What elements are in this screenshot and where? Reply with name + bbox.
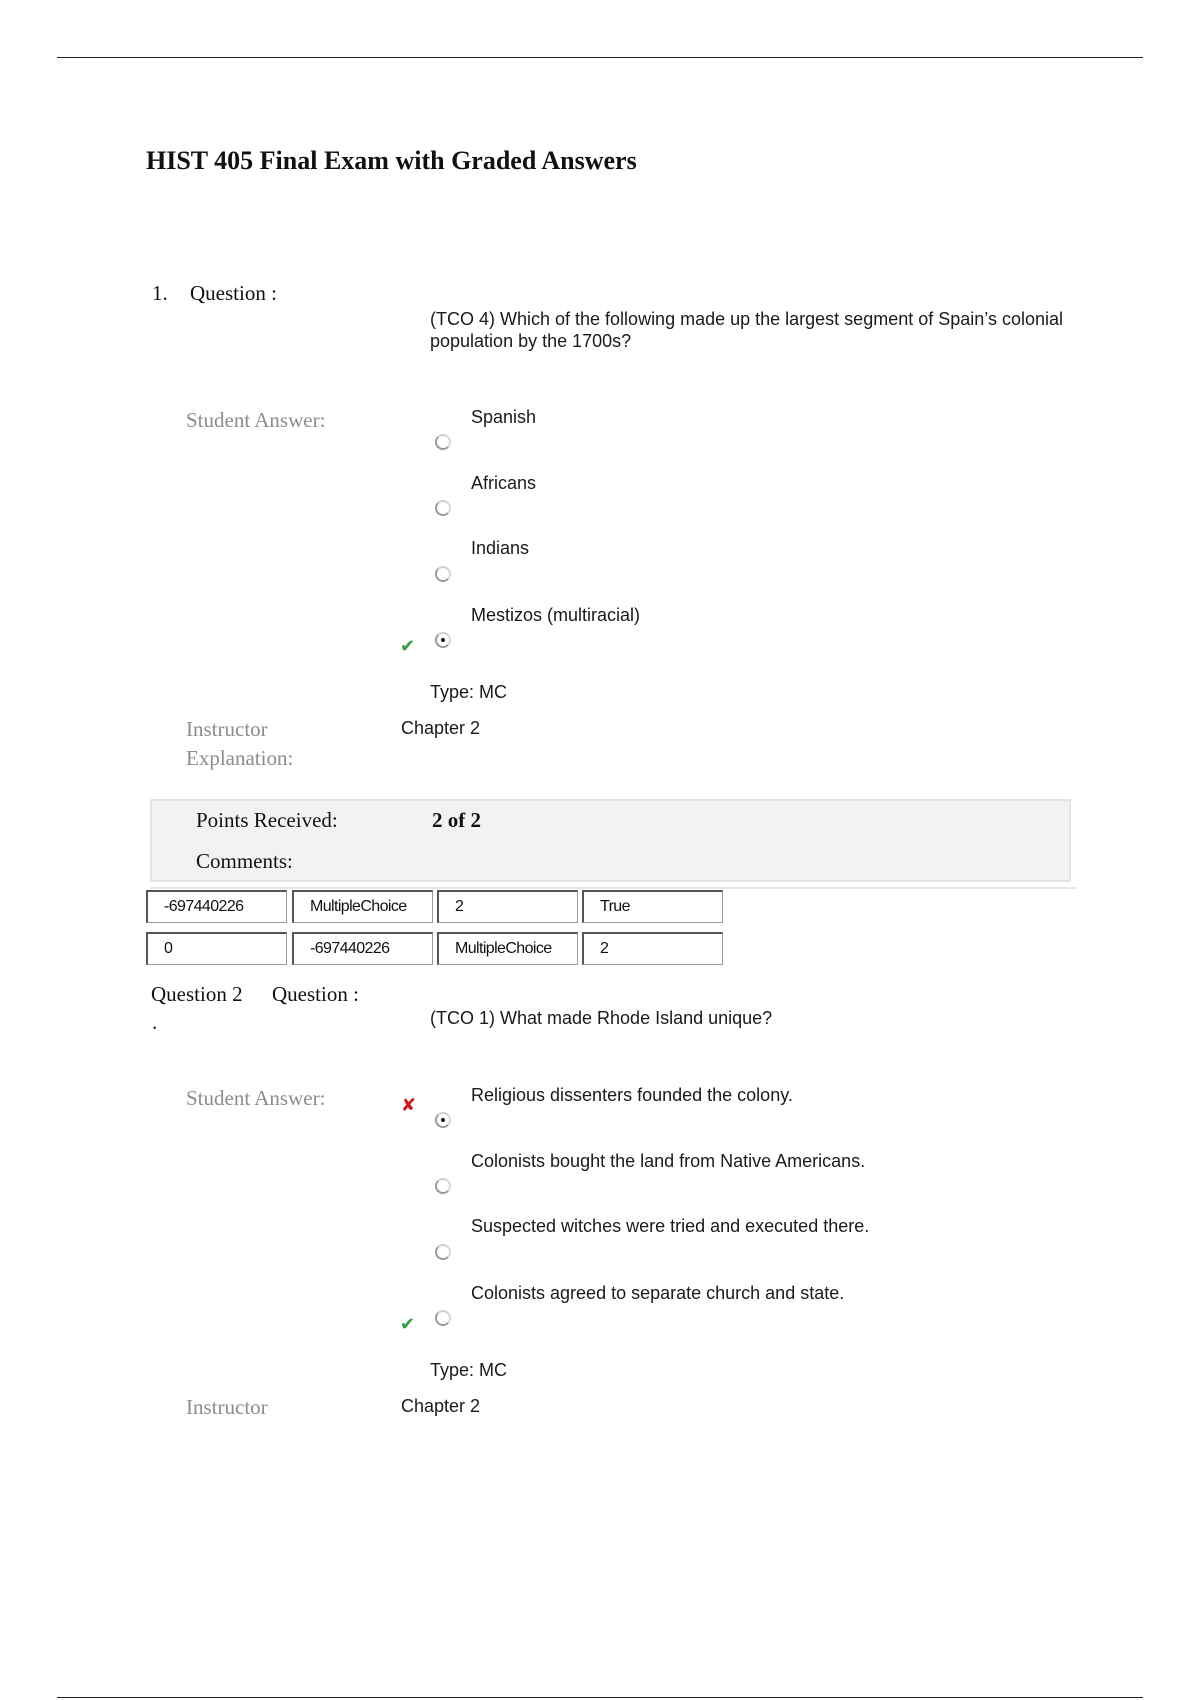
q1-option-3-radio[interactable]	[435, 566, 451, 582]
check-icon: ✔	[400, 1314, 416, 1335]
question-1-instructor-label	[186, 715, 293, 773]
table-cell: MultipleChoice	[437, 932, 578, 965]
question-1-number: 1.	[152, 281, 168, 305]
q2-option-2-label: Colonists bought the land from Native Americans.	[471, 1151, 866, 1171]
question-1-type: Type: MC	[430, 682, 508, 702]
q2-option-1-radio[interactable]	[435, 1112, 451, 1128]
document-title: HIST 405 Final Exam with Graded Answers	[146, 146, 637, 175]
question-2-type: Type: MC	[430, 1360, 508, 1380]
q2-option-2-radio[interactable]	[435, 1178, 451, 1194]
q1-option-3-label: Indians	[471, 538, 530, 558]
q2-option-3-label: Suspected witches were tried and executed there.	[471, 1216, 870, 1236]
q1-option-1-radio[interactable]	[435, 434, 451, 450]
q2-option-1-label: Religious dissenters founded the colony.	[471, 1085, 793, 1105]
question-2-text: (TCO 1) What made Rhode Island unique?	[430, 1008, 773, 1028]
question-1-student-answer-label: Student Answer:	[186, 408, 326, 432]
q1-option-2-label: Africans	[471, 473, 537, 493]
q1-option-2-radio[interactable]	[435, 500, 451, 516]
question-1-text: (TCO 4) Which of the following made up the largest segment of Spain’s colonial population by the 1700s?	[430, 309, 1063, 351]
q2-option-4-label: Colonists agreed to separate church and state.	[471, 1283, 845, 1303]
instructor-label-line-1: Instructor	[186, 717, 268, 741]
instructor-label-line-2: Explanation:	[186, 746, 294, 770]
question-2-student-answer-label: Student Answer:	[186, 1086, 326, 1110]
question-2-number: Question 2	[151, 982, 243, 1006]
comments-label: Comments:	[196, 849, 293, 873]
question-2-label: Question :	[272, 982, 359, 1006]
q1-option-1-label: Spanish	[471, 407, 537, 427]
table-cell: 2	[582, 932, 723, 965]
points-received-label: Points Received:	[196, 808, 338, 832]
question-2-number-suffix: .	[152, 1010, 158, 1034]
points-received-value: 2 of 2	[432, 808, 481, 832]
question-1-explanation: Chapter 2	[401, 718, 481, 738]
check-icon: ✔	[400, 636, 416, 657]
q2-option-3-radio[interactable]	[435, 1244, 451, 1260]
table-cell: -697440226	[292, 932, 433, 965]
points-box-underline	[150, 887, 1076, 889]
top-rule	[57, 57, 1143, 58]
q1-option-4-radio[interactable]	[435, 632, 451, 648]
q1-option-4-label: Mestizos (multiracial)	[471, 605, 641, 625]
q2-option-4-radio[interactable]	[435, 1310, 451, 1326]
bottom-rule	[57, 1697, 1143, 1698]
table-cell: 2	[437, 890, 578, 923]
question-2-explanation: Chapter 2	[401, 1396, 481, 1416]
question-2-instructor-label: Instructor	[186, 1395, 268, 1419]
table-cell: 0	[146, 932, 287, 965]
table-cell: True	[582, 890, 723, 923]
cross-icon: ✘	[401, 1095, 417, 1116]
table-cell: MultipleChoice	[292, 890, 433, 923]
table-cell: -697440226	[146, 890, 287, 923]
question-1-label: Question :	[190, 281, 277, 305]
